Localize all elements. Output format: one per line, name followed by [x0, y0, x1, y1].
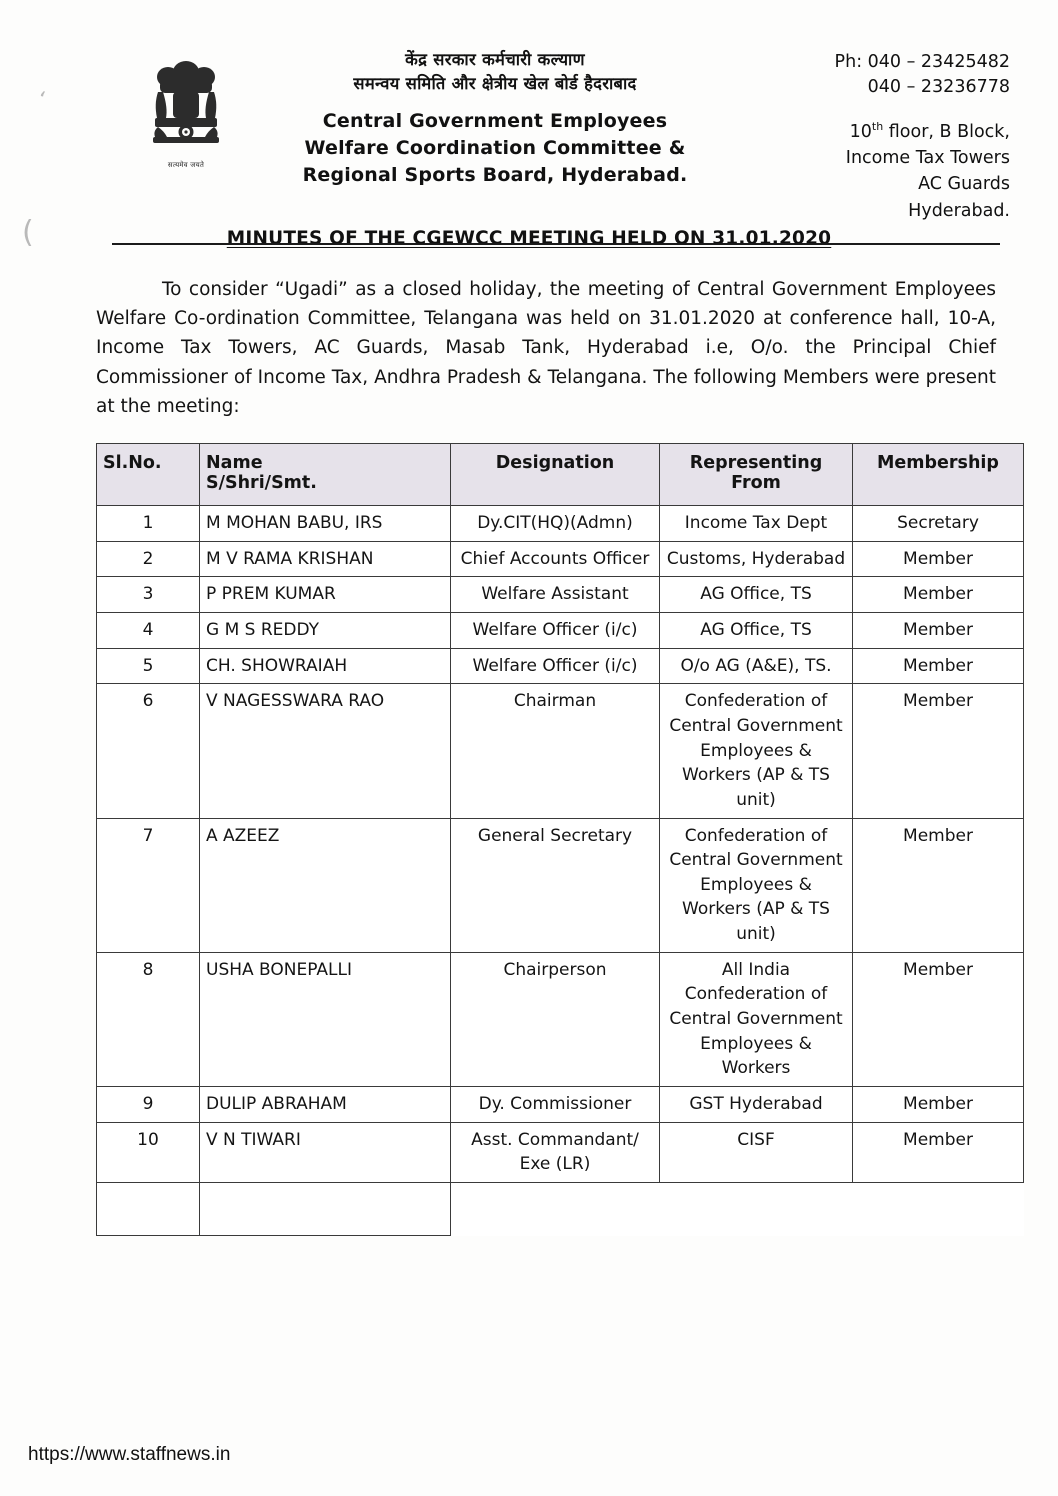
cell-name: M MOHAN BABU, IRS — [200, 506, 451, 542]
table-row — [97, 684, 1024, 818]
cell-spacer-name — [200, 1182, 451, 1235]
cell-sl-no: 1 — [97, 506, 200, 542]
table-row — [97, 1086, 1024, 1122]
cell-membership: Member — [853, 577, 1024, 613]
scan-artifact-mark: ʻ — [35, 87, 48, 114]
table-row — [97, 506, 1024, 542]
org-name-line-2: Welfare Coordination Committee & — [304, 136, 686, 159]
cell-designation: General Secretary — [451, 818, 660, 952]
phone-line-2: 040 – 23236778 — [867, 77, 1010, 98]
table-row — [97, 952, 1024, 1086]
cell-representing: Income Tax Dept — [660, 506, 853, 542]
table-header-row — [97, 444, 1024, 506]
address-line-4: Hyderabad. — [908, 200, 1010, 221]
letterhead — [0, 0, 1058, 221]
cell-representing: Confederation of Central Government Employees & Workers (AP & TS unit) — [660, 684, 853, 818]
column-header-representing-line-2: From — [731, 473, 781, 494]
address-block — [760, 119, 1010, 224]
cell-membership: Member — [853, 684, 1024, 818]
cell-sl-no: 8 — [97, 952, 200, 1086]
intro-paragraph-text: To consider “Ugadi” as a closed holiday, the meeting of Central Government Employees Welfare Co-ordination Committee, Telangana was held on 31.01.2020 at conference hall, 10-A, Income Tax Towers, AC Guards, Masab Tank, Hyderabad i.e, O/o. the Principal Chief Commissioner of Income Tax, Andhra Pradesh & Telangana. The following Members were present at the meeting: — [96, 279, 996, 417]
organisation-block — [232, 48, 760, 189]
address-line-2: Income Tax Towers — [845, 148, 1010, 168]
table-header — [97, 444, 1024, 506]
cell-sl-no: 6 — [97, 684, 200, 818]
org-name-line-1: Central Government Employees — [322, 109, 668, 132]
cell-sl-no: 3 — [97, 577, 200, 613]
page-title: MINUTES OF THE CGEWCC MEETING HELD ON 31.01.2020 — [226, 228, 832, 249]
cell-name: A AZEEZ — [200, 818, 451, 952]
cell-sl-no: 7 — [97, 818, 200, 952]
cell-name: M V RAMA KRISHAN — [200, 541, 451, 577]
cell-designation: Welfare Officer (i/c) — [451, 648, 660, 684]
cell-representing: Customs, Hyderabad — [660, 541, 853, 577]
cell-designation: Welfare Assistant — [451, 577, 660, 613]
cell-designation: Chairperson — [451, 952, 660, 1086]
cell-representing: CISF — [660, 1122, 853, 1182]
column-header-name-line-1: Name — [206, 453, 263, 474]
national-emblem-icon — [140, 56, 232, 170]
cell-name: P PREM KUMAR — [200, 577, 451, 613]
cell-membership: Member — [853, 952, 1024, 1086]
cell-designation: Welfare Officer (i/c) — [451, 613, 660, 649]
column-header-representing — [660, 444, 853, 506]
column-header-name — [200, 444, 451, 506]
cell-name: V NAGESSWARA RAO — [200, 684, 451, 818]
cell-sl-no: 5 — [97, 648, 200, 684]
org-name-line-3: Regional Sports Board, Hyderabad. — [302, 163, 688, 186]
cell-membership: Member — [853, 648, 1024, 684]
cell-spacer-representing — [660, 1182, 853, 1235]
org-hindi-line-1: केंद्र सरकार कर्मचारी कल्याण — [405, 50, 585, 69]
cell-name: V N TIWARI — [200, 1122, 451, 1182]
cell-designation: Asst. Commandant/ Exe (LR) — [451, 1122, 660, 1182]
cell-representing: O/o AG (A&E), TS. — [660, 648, 853, 684]
cell-designation: Dy.CIT(HQ)(Admn) — [451, 506, 660, 542]
cell-membership: Member — [853, 613, 1024, 649]
cell-name: DULIP ABRAHAM — [200, 1086, 451, 1122]
org-hindi-line-2: समन्वय समिति और क्षेत्रीय खेल बोर्ड हैदराबाद — [353, 73, 637, 93]
cell-membership: Secretary — [853, 506, 1024, 542]
cell-sl-no: 2 — [97, 541, 200, 577]
cell-name: G M S REDDY — [200, 613, 451, 649]
column-header-representing-line-1: Representing — [689, 453, 823, 474]
scan-artifact-curl: ( — [22, 215, 34, 250]
phone-line-1: Ph: 040 – 23425482 — [834, 52, 1010, 72]
cell-representing: Confederation of Central Government Employees & Workers (AP & TS unit) — [660, 818, 853, 952]
cell-spacer-sl — [97, 1182, 200, 1235]
cell-name: CH. SHOWRAIAH — [200, 648, 451, 684]
cell-membership: Member — [853, 1122, 1024, 1182]
header-divider — [112, 243, 1000, 245]
cell-name: USHA BONEPALLI — [200, 952, 451, 1086]
cell-sl-no: 4 — [97, 613, 200, 649]
table-row — [97, 613, 1024, 649]
table-row — [97, 1122, 1024, 1182]
cell-spacer-membership — [853, 1182, 1024, 1235]
cell-designation: Chairman — [451, 684, 660, 818]
cell-designation: Chief Accounts Officer — [451, 541, 660, 577]
cell-membership: Member — [853, 541, 1024, 577]
column-header-membership: Membership — [853, 444, 1024, 506]
cell-membership: Member — [853, 1086, 1024, 1122]
column-header-name-line-2: S/Shri/Smt. — [206, 473, 317, 494]
table-row — [97, 648, 1024, 684]
emblem-motto: सत्यमेव जयते — [167, 161, 205, 169]
intro-paragraph — [96, 275, 996, 421]
cell-representing: AG Office, TS — [660, 613, 853, 649]
contact-block — [760, 48, 1018, 224]
cell-representing: GST Hyderabad — [660, 1086, 853, 1122]
address-line-1: 10th floor, B Block, — [849, 119, 1010, 142]
cell-membership: Member — [853, 818, 1024, 952]
cell-representing: AG Office, TS — [660, 577, 853, 613]
cell-designation: Dy. Commissioner — [451, 1086, 660, 1122]
table-row-spacer — [97, 1182, 1024, 1235]
cell-spacer-designation — [451, 1182, 660, 1235]
table-row — [97, 818, 1024, 952]
table-body — [97, 506, 1024, 1236]
cell-sl-no: 10 — [97, 1122, 200, 1182]
column-header-sl-no: Sl.No. — [97, 444, 200, 506]
source-url[interactable]: https://www.staffnews.in — [28, 1444, 231, 1465]
cell-representing: All India Confederation of Central Government Employees & Workers — [660, 952, 853, 1086]
column-header-designation: Designation — [451, 444, 660, 506]
address-line-3: AC Guards — [918, 174, 1010, 195]
table-row — [97, 541, 1024, 577]
members-table — [96, 443, 1024, 1236]
table-row — [97, 577, 1024, 613]
cell-sl-no: 9 — [97, 1086, 200, 1122]
